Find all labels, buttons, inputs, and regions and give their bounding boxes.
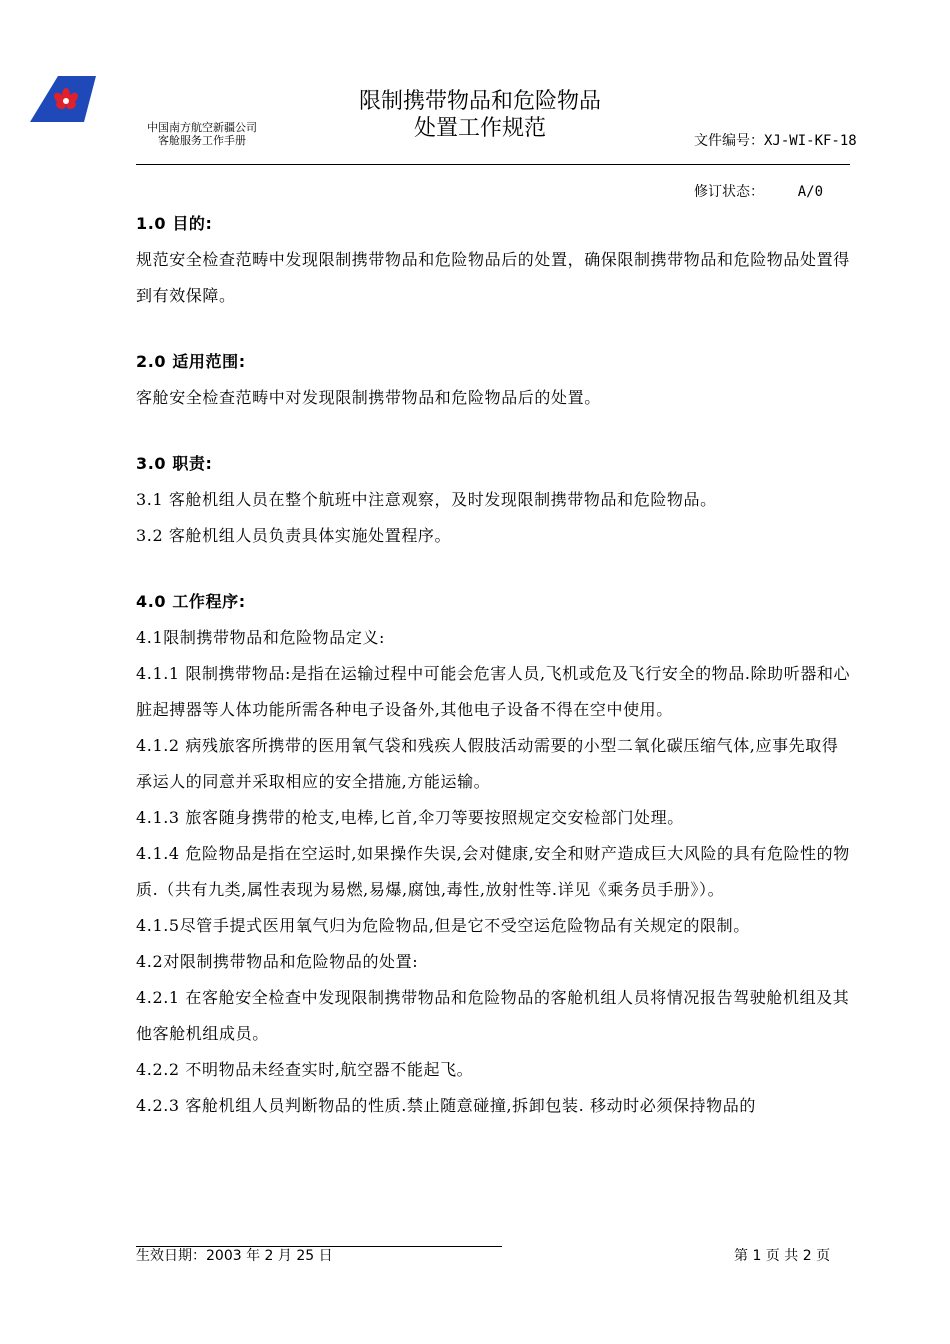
- paragraph: 4.1.5尽管手提式医用氧气归为危险物品,但是它不受空运危险物品有关规定的限制。: [136, 916, 750, 935]
- paragraph: 4.2.2 不明物品未经查实时,航空器不能起飞。: [136, 1060, 474, 1079]
- company-line-2: 客舱服务工作手册: [158, 134, 246, 147]
- paragraph: 4.1.3 旅客随身携带的枪支,电棒,匕首,伞刀等要按照规定交安检部门处理。: [136, 808, 684, 827]
- paragraph: 3.1 客舱机组人员在整个航班中注意观察，及时发现限制携带物品和危险物品。: [136, 490, 717, 509]
- paragraph: 4.1.2 病残旅客所携带的医用氧气袋和残疾人假肢活动需要的小型二氧化碳压缩气体,应事先取得承运人的同意并采取相应的安全措施,方能运输。: [136, 736, 839, 791]
- effective-date: 生效日期：2003 年 2 月 25 日: [136, 1248, 333, 1264]
- paragraph: 4.1.4 危险物品是指在空运时,如果操作失误,会对健康,安全和财产造成巨大风险的具有危险性的物质.（共有九类,属性表现为易燃,易爆,腐蚀,毒性,放射性等.详见《乘务员手册》）。: [136, 844, 850, 899]
- section-heading-scope: 2.0 适用范围:: [136, 352, 246, 371]
- revision-status: 修订状态： A/0: [694, 184, 824, 200]
- doc-number: 文件编号：XJ-WI-KF-18: [694, 133, 857, 149]
- paragraph: 4.2.3 客舱机组人员判断物品的性质.禁止随意碰撞,拆卸包装. 移动时必须保持物品的: [136, 1096, 756, 1115]
- paragraph: 4.1.1 限制携带物品:是指在运输过程中可能会危害人员,飞机或危及飞行安全的物品.除助听器和心脏起搏器等人体功能所需各种电子设备外,其他电子设备不得在空中使用。: [136, 664, 851, 719]
- title-line-1: 限制携带物品和危险物品: [358, 89, 601, 114]
- document-info: [694, 99, 857, 218]
- page-title: [320, 88, 640, 142]
- paragraph: 4.1限制携带物品和危险物品定义:: [136, 628, 386, 647]
- paragraph: 4.2.1 在客舱安全检查中发现限制携带物品和危险物品的客舱机组人员将情况报告驾驶舱机组及其他客舱机组成员。: [136, 988, 850, 1043]
- paragraph: 3.2 客舱机组人员负责具体实施处置程序。: [136, 526, 452, 545]
- company-name: [132, 121, 272, 147]
- paragraph: 4.2对限制携带物品和危险物品的处置:: [136, 952, 419, 971]
- title-line-2: 处置工作规范: [413, 116, 546, 141]
- company-line-1: 中国南方航空新疆公司: [147, 121, 257, 134]
- section-heading-responsibility: 3.0 职责:: [136, 454, 213, 473]
- header-divider: [136, 164, 850, 165]
- purpose-text: 规范安全检查范畴中发现限制携带物品和危险物品后的处置，确保限制携带物品和危险物品处置得到有效保障。: [136, 250, 850, 305]
- company-logo-icon: [28, 74, 96, 124]
- page-number: 第 1 页 共 2 页: [734, 1248, 831, 1264]
- section-heading-purpose: 1.0 目的:: [136, 214, 213, 233]
- section-heading-procedure: 4.0 工作程序:: [136, 592, 246, 611]
- scope-text: 客舱安全检查范畴中对发现限制携带物品和危险物品后的处置。: [136, 388, 601, 407]
- document-body: [136, 206, 854, 1124]
